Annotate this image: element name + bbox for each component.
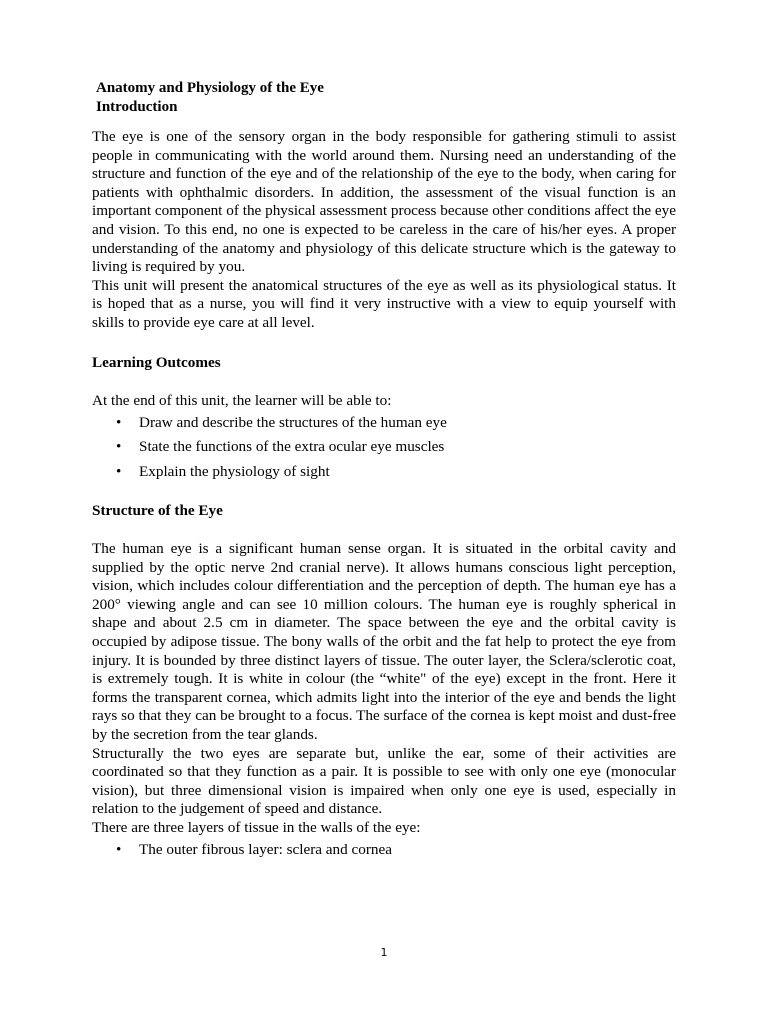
introduction-heading: Introduction [96, 98, 178, 115]
list-item-text: State the functions of the extra ocular eye muscles [139, 438, 445, 456]
learning-outcomes-list [92, 414, 676, 482]
eye-layers-list [92, 841, 676, 860]
bullet-icon: • [116, 413, 122, 431]
learning-lead-text: At the end of this unit, the learner will be able to: [92, 392, 392, 410]
structure-paragraph: Structurally the two eyes are separate but, unlike the ear, some of their activities are coordinated so that they function as a pair. It is possible to see with only one eye (monocular vision), but three dimensional vision is impaired when only one eye is used, especially in relation to the judgement of speed and distance. [92, 744, 676, 818]
title-block [92, 79, 676, 116]
list-item [92, 841, 676, 860]
list-item [92, 414, 676, 433]
learning-outcomes-heading: Learning Outcomes [92, 353, 221, 371]
list-item [92, 438, 676, 457]
structure-paragraph: The human eye is a significant human sense organ. It is situated in the orbital cavity and supplied by the optic nerve 2nd cranial nerve). It allows humans conscious light perception, vision, which includes colour differentiation and the perception of depth. The human eye has a 200° viewing angle and can see 10 million colours. The human eye is roughly spherical in shape and about 2.5 cm in diameter. The space between the eye and the orbital cavity is occupied by adipose tissue. The bony walls of the orbit and the fat help to protect the eye from injury. It is bounded by three distinct layers of tissue. The outer layer, the Sclera/sclerotic coat, is extremely tough. It is white in colour (the “white" of the eye) except in the front. Here it forms the transparent cornea, which admits light into the interior of the eye and bends the light rays so that they can be brought to a focus. The surface of the cornea is kept moist and dust-free by the secretion from the tear glands. [92, 540, 676, 744]
bullet-icon: • [116, 840, 122, 858]
list-item-text: Explain the physiology of sight [139, 462, 330, 480]
document-title: Anatomy and Physiology of the Eye [96, 80, 324, 96]
bullet-icon: • [116, 462, 122, 480]
intro-paragraph: This unit will present the anatomical structures of the eye as well as its physiological status. It is hoped that as a nurse, you will find it very instructive with a view to equip yourself with skills to provide eye care at all level. [92, 276, 676, 331]
list-item-text: The outer fibrous layer: sclera and cornea [139, 840, 393, 858]
document-page [92, 79, 676, 865]
intro-paragraph: The eye is one of the sensory organ in the body responsible for gathering stimuli to assist people in communicating with the world around them. Nursing need an understanding of the structure and function of the eye and of the relationship of the eye to the body, when caring for patients with ophthalmic disorders. In addition, the assessment of the visual function is an important component of the physical assessment process because other conditions affect the eye and vision. To this end, no one is expected to be careless in the care of his/her eyes. A proper understanding of the anatomy and physiology of this delicate structure which is the gateway to living is required by you. [92, 128, 676, 276]
structure-heading: Structure of the Eye [92, 501, 223, 519]
list-item-text: Draw and describe the structures of the human eye [139, 413, 447, 431]
structure-paragraph: There are three layers of tissue in the walls of the eye: [92, 819, 421, 836]
bullet-icon: • [116, 438, 122, 456]
page-number: 1 [380, 946, 388, 959]
list-item [92, 463, 676, 482]
